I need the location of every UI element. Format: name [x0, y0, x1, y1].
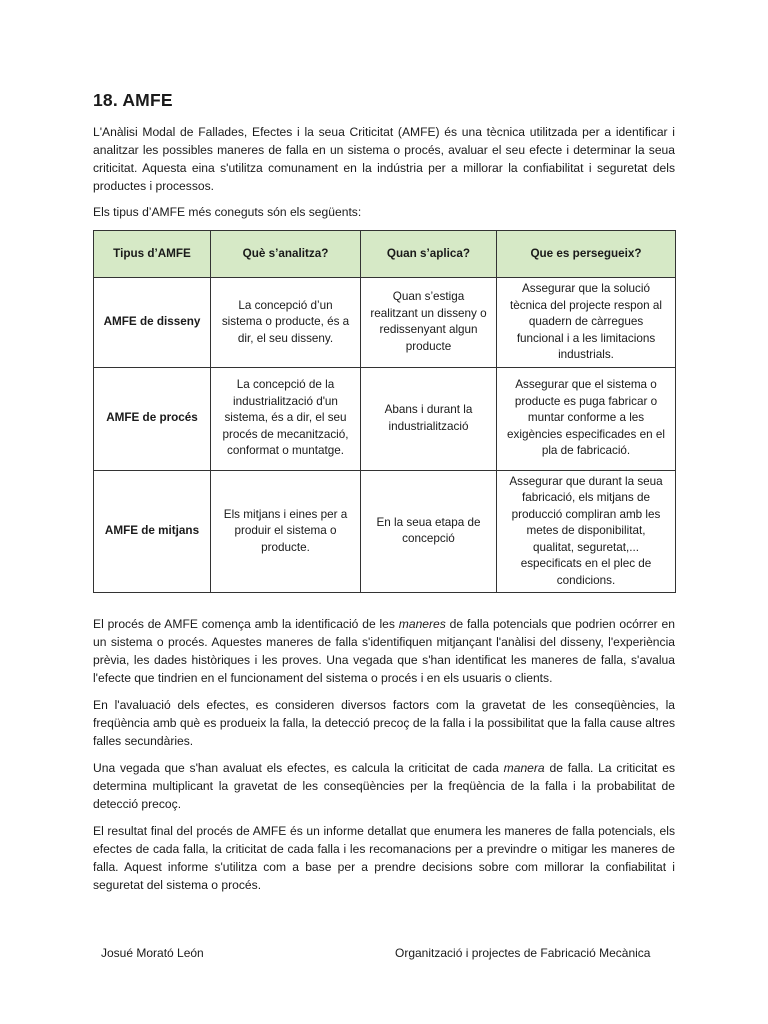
- header-when: Quan s’aplica?: [361, 231, 497, 278]
- header-type: Tipus d’AMFE: [94, 231, 211, 278]
- row-type-cell: AMFE de mitjans: [94, 470, 211, 593]
- row-what-cell: Els mitjans i eines per a produir el sistema o producte.: [211, 470, 361, 593]
- row-when-cell: Abans i durant la industrialització: [361, 367, 497, 470]
- footer-course: Organització i projectes de Fabricació Mecànica: [395, 946, 651, 960]
- process-paragraph: [93, 615, 675, 687]
- text-span: de falla. La criticitat es determina multiplicant la gravetat de les conseqüències per la freqüència de la falla i la probabilitat de detecció precoç.: [93, 761, 676, 811]
- table-row: [94, 278, 676, 368]
- row-when-cell: Quan s’estiga realitzant un disseny o redissenyant algun producte: [361, 278, 497, 368]
- table-row: [94, 367, 676, 470]
- text-span: de falla potencials que podrien ocórrer en un sistema o procés. Aquestes maneres de falla s'identifiquen mitjançant l'anàlisi del disseny, l'experiència prèvia, les dades històriques i les proves. Una vegada que s'han identificat les maneres de falla, s'avalua l'efecte que tindrien en el funcionament del sistema o procés i en els usuaris o clients.: [93, 617, 675, 685]
- criticality-paragraph: [93, 759, 675, 813]
- text-span: El procés de AMFE comença amb la identificació de les: [93, 617, 399, 631]
- row-goal-cell: Assegurar que la solució tècnica del projecte respon al quadern de càrregues funcional i a les limitacions industrials.: [497, 278, 676, 368]
- emphasis-text: maneres: [398, 617, 446, 631]
- row-type-cell: AMFE de disseny: [94, 278, 211, 368]
- table-row: [94, 470, 676, 593]
- table-header-row: [94, 231, 676, 278]
- table-intro-paragraph: Els tipus d’AMFE més coneguts són els següents:: [93, 205, 362, 219]
- section-heading: 18. AMFE: [93, 90, 173, 110]
- amfe-types-table: [93, 230, 676, 593]
- header-goal: Que es persegueix?: [497, 231, 676, 278]
- row-goal-cell: Assegurar que durant la seua fabricació, els mitjans de producció compliran amb les metes de disponibilitat, qualitat, seguretat,... especificats en el plec de condicions.: [497, 470, 676, 593]
- text-span: Una vegada que s'han avaluat els efectes, es calcula la criticitat de cada: [93, 761, 504, 775]
- header-what: Què s’analitza?: [211, 231, 361, 278]
- result-paragraph: El resultat final del procés de AMFE és un informe detallat que enumera les maneres de falla potencials, els efectes de cada falla, la criticitat de cada falla i les recomanacions per a previndre o mitigar les maneres de falla. Aquest informe s'utilitza com a base per a prendre decisions sobre com millorar la confiabilitat i seguretat del sistema o procés.: [93, 824, 675, 892]
- footer-author: Josué Morató León: [101, 946, 204, 960]
- evaluation-paragraph: En l'avaluació dels efectes, es consideren diversos factors com la gravetat de les conseqüències, la freqüència amb què es produeix la falla, la detecció precoç de la falla i la possibilitat que la falla cause altres falles secundàries.: [93, 698, 675, 748]
- row-what-cell: La concepció d’un sistema o producte, és a dir, el seu disseny.: [211, 278, 361, 368]
- row-what-cell: La concepció de la industrialització d'un sistema, és a dir, el seu procés de mecanització, conformat o muntatge.: [211, 367, 361, 470]
- row-when-cell: En la seua etapa de concepció: [361, 470, 497, 593]
- emphasis-text: manera: [503, 761, 545, 775]
- row-goal-cell: Assegurar que el sistema o producte es puga fabricar o muntar conforme a les exigències especificades en el pla de fabricació.: [497, 367, 676, 470]
- row-type-cell: AMFE de procés: [94, 367, 211, 470]
- intro-paragraph: L'Anàlisi Modal de Fallades, Efectes i la seua Criticitat (AMFE) és una tècnica utilitzada per a identificar i analitzar les possibles maneres de falla en un sistema o procés, avaluar el seu efecte i determinar la seua criticitat. Aquesta eina s'utilitza comunament en la indústria per a millorar la confiabilitat i seguretat dels productes i processos.: [93, 125, 675, 193]
